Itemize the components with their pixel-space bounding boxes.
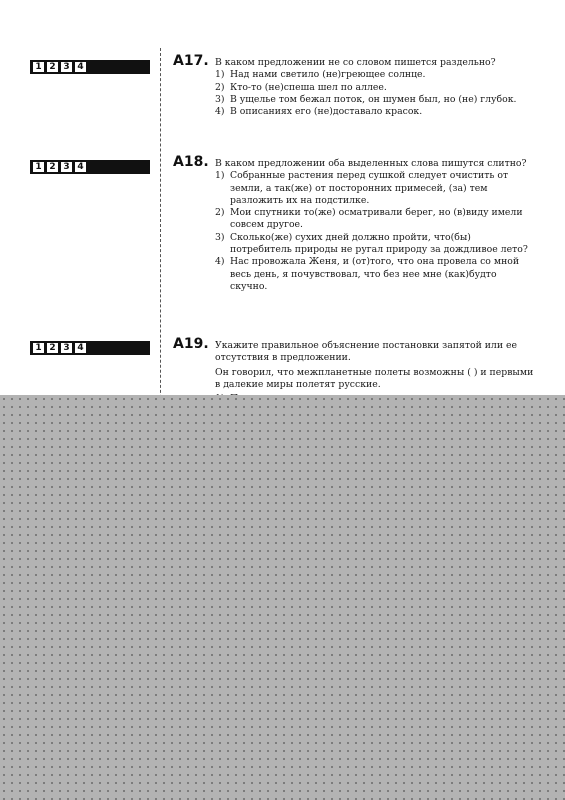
option-text: В ущелье том бежал поток, он шумен был, но (не) глубок.	[230, 93, 517, 105]
option-number: 3)	[215, 231, 225, 243]
option-number: 4)	[215, 256, 225, 268]
option-number: 1)	[215, 69, 225, 81]
option-text: Нас провожала Женя, и (от)того, что она провела со мной весь день, я почувствовал, что без нее мне (как)будто скучно.	[230, 256, 520, 292]
answer-boxes-a18	[30, 160, 150, 174]
question-sentence: Он говорил, что межпланетные полеты возможны ( ) и первыми в далекие миры полетят русские.	[215, 366, 534, 390]
answer-box-3[interactable]: 3	[60, 161, 73, 173]
option-item	[215, 82, 535, 94]
answer-box-1[interactable]: 1	[32, 61, 45, 73]
question-number: A18.	[173, 154, 209, 170]
question-text: В каком предложении не со словом пишется раздельно?	[215, 57, 496, 68]
answer-box-4[interactable]: 4	[74, 61, 87, 73]
answer-box-4[interactable]: 4	[74, 161, 87, 173]
answer-box-1[interactable]: 1	[32, 161, 45, 173]
option-item	[215, 106, 535, 118]
option-number: 2)	[215, 81, 225, 93]
option-item	[215, 232, 535, 257]
option-text: В описаниях его (не)доставало красок.	[230, 106, 423, 118]
option-number: 2)	[215, 207, 225, 219]
answer-boxes-a19	[30, 341, 150, 355]
option-item	[215, 170, 535, 207]
option-text: Мои спутники то(же) осматривали берег, но (в)виду имели совсем другое.	[230, 207, 523, 231]
option-text: Над нами светило (не)греющее солнце.	[230, 69, 426, 81]
option-item	[215, 256, 535, 293]
answer-box-3[interactable]: 3	[60, 61, 73, 73]
answer-boxes-a17	[30, 60, 150, 74]
answer-box-1[interactable]: 1	[32, 342, 45, 354]
answer-box-2[interactable]: 2	[46, 342, 59, 354]
scan-occlusion-overlay	[0, 395, 565, 800]
option-text: Собранные растения перед сушкой следует очистить от земли, а так(же) от посторонних примесей, (за) тем разложить их на подстилке.	[230, 170, 509, 206]
question-text: В каком предложении оба выделенных слова пишутся слитно?	[215, 158, 527, 169]
question-number: A17.	[173, 53, 209, 69]
option-list	[175, 170, 535, 293]
option-text: Сколько(же) сухих дней должно пройти, что(бы) потребитель природы не ругал природу за дождливое лето?	[230, 231, 528, 256]
answer-box-2[interactable]: 2	[46, 61, 59, 73]
option-number: 1)	[215, 170, 225, 182]
answer-box-4[interactable]: 4	[74, 342, 87, 354]
margin-divider	[160, 48, 161, 413]
option-item	[215, 94, 535, 106]
option-text: Кто-то (не)спеша шел по аллее.	[230, 81, 387, 93]
option-number: 4)	[215, 106, 225, 118]
option-item	[215, 207, 535, 232]
question-number: A19.	[173, 336, 209, 352]
option-item	[215, 69, 535, 81]
question-text: Укажите правильное объяснение постановки запятой или ее отсутствия в предложении.	[215, 340, 517, 364]
answer-box-2[interactable]: 2	[46, 161, 59, 173]
answer-box-3[interactable]: 3	[60, 342, 73, 354]
question-a17	[173, 53, 535, 118]
question-a18	[173, 154, 535, 293]
option-number: 3)	[215, 93, 225, 105]
option-list	[175, 69, 535, 118]
